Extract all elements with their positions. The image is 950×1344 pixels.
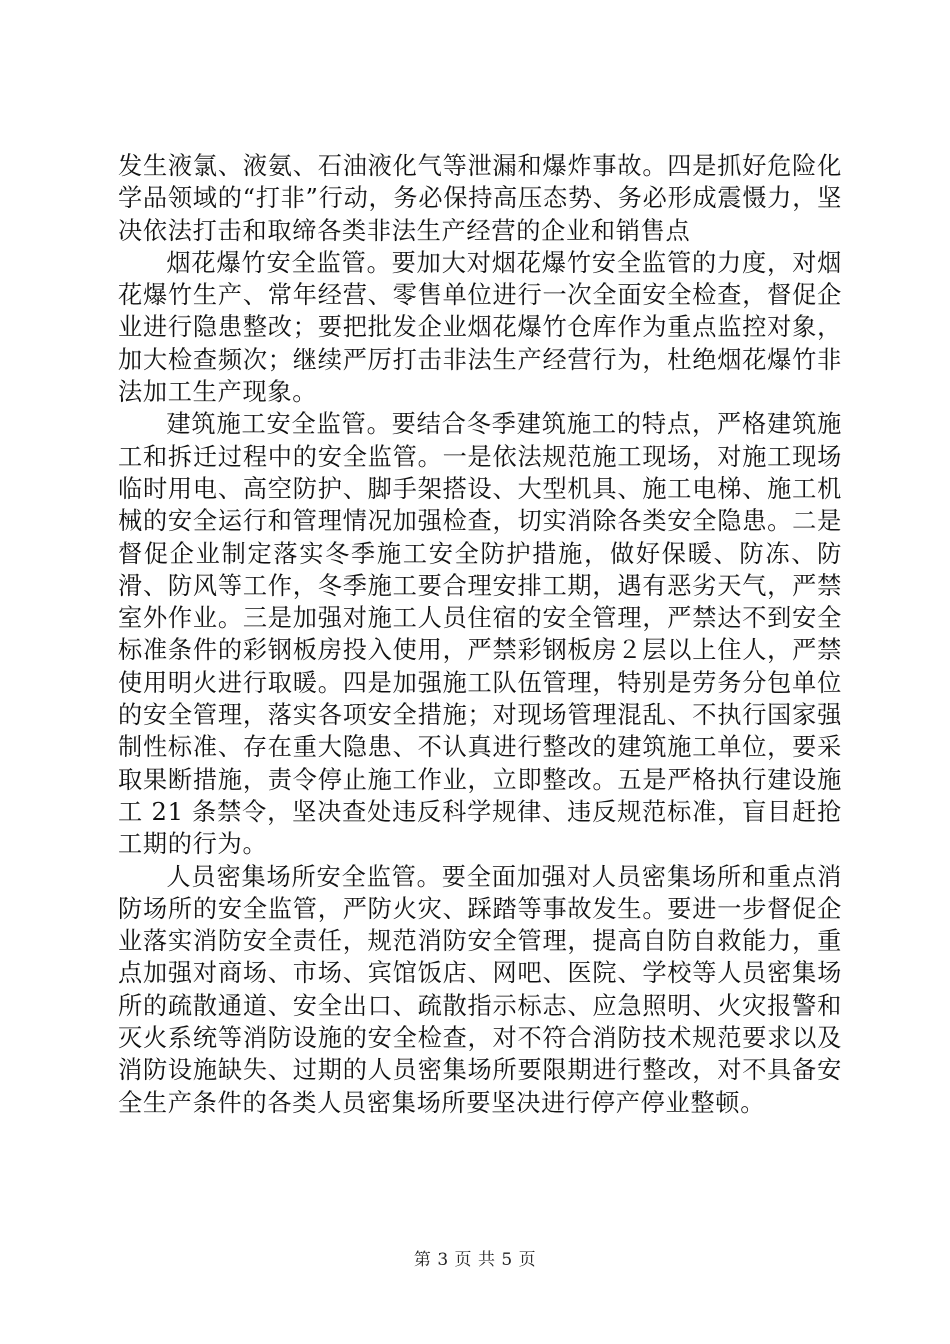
paragraph-construction-supervision: 建筑施工安全监管。要结合冬季建筑施工的特点，严格建筑施工和拆迁过程中的安全监管。一是依法规范施工现场，对施工现场临时用电、高空防护、脚手架搭设、大型机具、施工电梯、施工机械的安全运行和管理情况加强检查，切实消除各类安全隐患。二是督促企业制定落实冬季施工安全防护措施，做好保暖、防冻、防滑、防风等工作，冬季施工要合理安排工期，遇有恶劣天气，严禁室外作业。三是加强对施工人员住宿的安全管理，严禁达不到安全标准条件的彩钢板房投入使用，严禁彩钢板房２层以上住人，严禁使用明火进行取暖。四是加强施工队伍管理，特别是劳务分包单位的安全管理，落实各项安全措施；对现场管理混乱、不执行国家强制性标准、存在重大隐患、不认真进行整改的建筑施工单位，要采取果断措施，责令停止施工作业，立即整改。五是严格执行建设施工 21 条禁令，坚决查处违反科学规律、违反规范标准，盲目赶抢工期的行为。 (118, 410, 842, 859)
paragraph-crowded-places-supervision: 人员密集场所安全监管。要全面加强对人员密集场所和重点消防场所的安全监管，严防火灾、踩踏等事故发生。要进一步督促企业落实消防安全责任，规范消防安全管理，提高自防自救能力，重点加强对商场、市场、宾馆饭店、网吧、医院、学校等人员密集场所的疏散通道、安全出口、疏散指示标志、应急照明、火灾报警和灭火系统等消防设施的安全检查，对不符合消防技术规范要求以及消防设施缺失、过期的人员密集场所要限期进行整改，对不具备安全生产条件的各类人员密集场所要坚决进行停产停业整顿。 (118, 862, 842, 1117)
paragraph-continuation: 发生液氯、液氨、石油液化气等泄漏和爆炸事故。四是抓好危险化学品领域的“打非”行动，务必保持高压态势、务必形成震慑力，坚决依法打击和取缔各类非法生产经营的企业和销售点 (118, 152, 842, 245)
paragraph-fireworks-supervision: 烟花爆竹安全监管。要加大对烟花爆竹安全监管的力度，对烟花爆竹生产、常年经营、零售单位进行一次全面安全检查，督促企业进行隐患整改；要把批发企业烟花爆竹仓库作为重点监控对象，加大检查频次；继续严厉打击非法生产经营行为，杜绝烟花爆竹非法加工生产现象。 (118, 248, 842, 407)
document-body (118, 150, 842, 1119)
page-number-footer: 第 3 页 共 5 页 (413, 1250, 537, 1270)
